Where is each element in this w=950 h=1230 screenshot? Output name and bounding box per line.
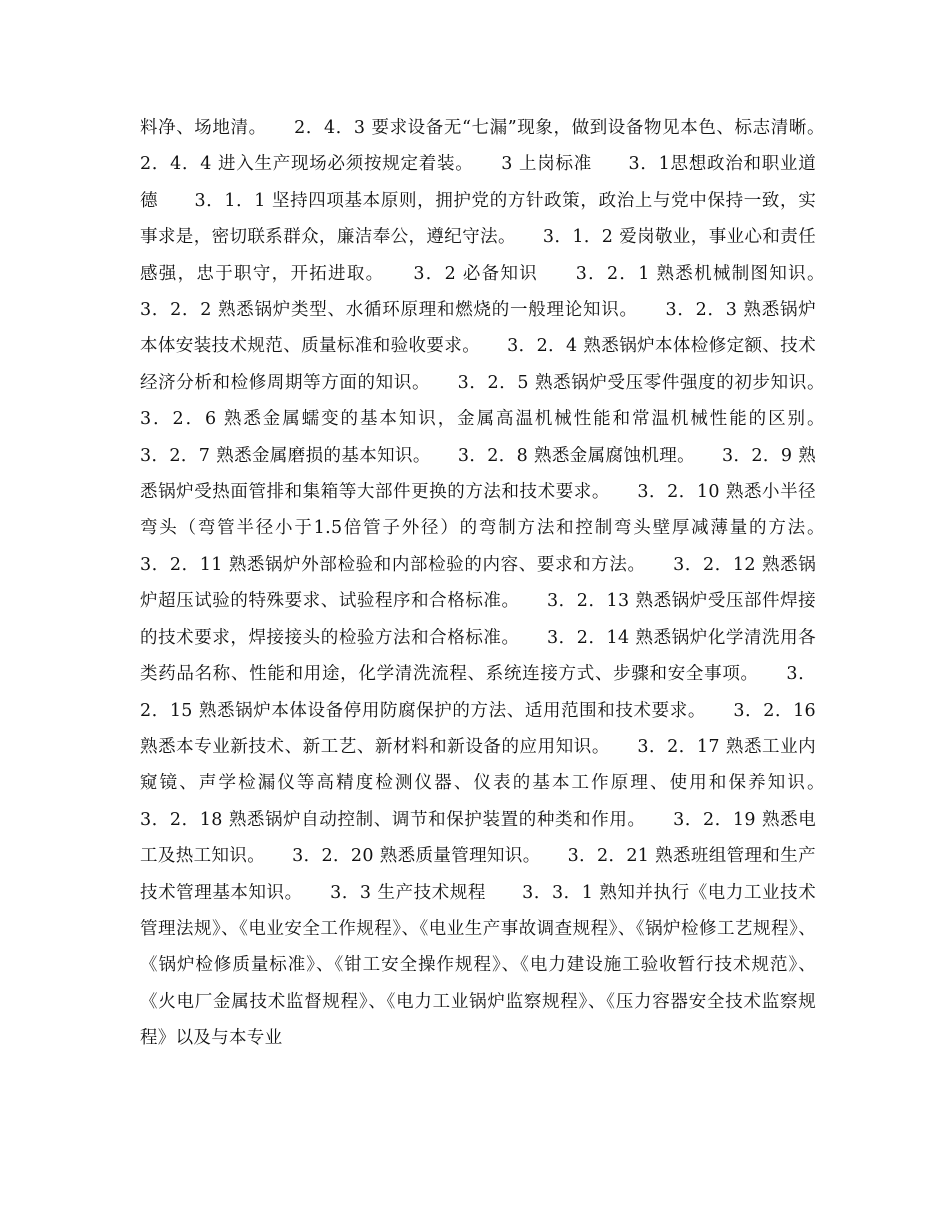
- body-paragraph: 料净、场地清。 2．4．3 要求设备无“七漏”现象，做到设备物见本色、标志清晰。 2．4．4 进入生产现场必须按规定着装。 3 上岗标准 3．1思想政治和职业道德 3．1．1 坚持四项基本原则，拥护党的方针政策，政治上与党中保持一致，实事求是，密切联系群众，廉洁奉公，遵纪守法。 3．1．2 爱岗敬业，事业心和责任感强，忠于职守，开拓进取。 3．2 必备知识 3．2．1 熟悉机械制图知识。 3．2．2 熟悉锅炉类型、水循环原理和燃烧的一般理论知识。 3．2．3 熟悉锅炉本体安装技术规范、质量标准和验收要求。 3．2．4 熟悉锅炉本体检修定额、技术经济分析和检修周期等方面的知识。 3．2．5 熟悉锅炉受压零件强度的初步知识。 3．2．6 熟悉金属蠕变的基本知识，金属高温机械性能和常温机械性能的区别。 3．2．7 熟悉金属磨损的基本知识。 3．2．8 熟悉金属腐蚀机理。 3．2．9 熟悉锅炉受热面管排和集箱等大部件更换的方法和技术要求。 3．2．10 熟悉小半径弯头（弯管半径小于1.5倍管子外径）的弯制方法和控制弯头壁厚减薄量的方法。 3．2．11 熟悉锅炉外部检验和内部检验的内容、要求和方法。 3．2．12 熟悉锅炉超压试验的特殊要求、试验程序和合格标准。 3．2．13 熟悉锅炉受压部件焊接的技术要求，焊接接头的检验方法和合格标准。 3．2．14 熟悉锅炉化学清洗用各类药品名称、性能和用途，化学清洗流程、系统连接方式、步骤和安全事项。 3．2．15 熟悉锅炉本体设备停用防腐保护的方法、适用范围和技术要求。 3．2．16 熟悉本专业新技术、新工艺、新材料和新设备的应用知识。 3．2．17 熟悉工业内窥镜、声学检漏仪等高精度检测仪器、仪表的基本工作原理、使用和保养知识。 3．2．18 熟悉锅炉自动控制、调节和保护装置的种类和作用。 3．2．19 熟悉电工及热工知识。 3．2．20 熟悉质量管理知识。 3．2．21 熟悉班组管理和生产技术管理基本知识。 3．3 生产技术规程 3．3．1 熟知并执行《电力工业技术管理法规》、《电业安全工作规程》、《电业生产事故调查规程》、《锅炉检修工艺规程》、《锅炉检修质量标准》、《钳工安全操作规程》、《电力建设施工验收暂行技术规范》、《火电厂金属技术监督规程》、《电力工业锅炉监察规程》、《压力容器安全技术监察规程》以及与本专业: [140, 118, 852, 1049]
